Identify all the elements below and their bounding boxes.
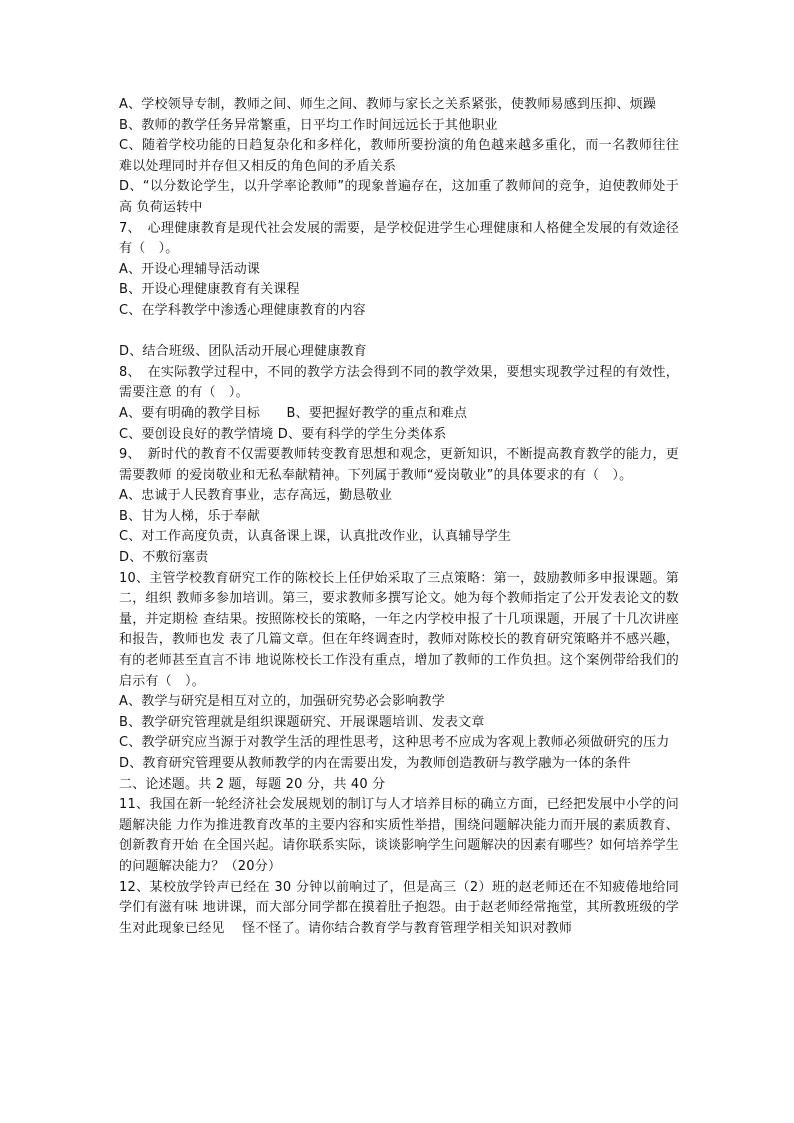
option-c-q10: C、教学研究应当源于对教学生活的理性思考，这种思考不应成为客观上教师必须做研究的压力 bbox=[119, 735, 670, 751]
option-b-q6: B、教师的教学任务异常繁重，日平均工作时间远远长于其他职业 bbox=[119, 117, 498, 133]
document-body bbox=[119, 95, 679, 939]
option-a-q6: A、学校领导专制，教师之间、师生之间、教师与家长之关系紧张，使教师易感到压抑、烦躁 bbox=[119, 97, 657, 112]
option-c-q6: C、随着学校功能的日趋复杂化和多样化，教师所要扮演的角色越来越多重化，而一名教师往往 难以处理同时并存但又相反的角色间的矛盾关系 bbox=[119, 138, 679, 174]
option-a-q9: A、忠诚于人民教育事业，志存高远，勤恳敬业 bbox=[119, 488, 393, 504]
question-11: 11、我国在新一轮经济社会发展规划的制订与人才培养目标的确立方面，已经把发展中小学的问题解决能 力作为推进教育改革的主要内容和实质性举措，围绕问题解决能力而开展的素质教育、创新教育开始 在全国兴起。请你联系实际，谈谈影响学生问题解决的因素有哪些？如何培养学生的问题解决能力？（20分） bbox=[119, 797, 679, 874]
option-c-q9: C、对工作高度负责，认真备课上课，认真批改作业，认真辅导学生 bbox=[119, 529, 512, 545]
option-a-q7: A、开设心理辅导活动课 bbox=[119, 261, 261, 277]
option-d-q6: D、“以分数论学生，以升学率论教师”的现象普遍存在，这加重了教师间的竞争，迫使教师处于高 负荷运转中 bbox=[119, 179, 679, 215]
options-ab-q8: A、要有明确的教学目标 B、要把握好教学的重点和难点 bbox=[119, 405, 468, 421]
option-b-q7: B、开设心理健康教育有关课程 bbox=[119, 282, 300, 298]
options-cd-q8: C、要创设良好的教学情境 D、要有科学的学生分类体系 bbox=[119, 426, 447, 442]
blank-line bbox=[119, 322, 679, 343]
question-9: 9、 新时代的教育不仅需要教师转变教育思想和观念，更新知识，不断提高教育教学的能力，更需要教师 的爱岗敬业和无私奉献精神。下列属于教师“爱岗敬业”的具体要求的有（ ）。 bbox=[119, 447, 679, 483]
option-d-q9: D、不敷衍塞责 bbox=[119, 550, 209, 566]
option-d-q10: D、教育研究管理要从教师教学的内在需要出发，为教师创造教研与教学融为一体的条件 bbox=[119, 756, 631, 771]
option-c-q7: C、在学科教学中渗透心理健康教育的内容 bbox=[119, 302, 366, 318]
question-7: 7、 心理健康教育是现代社会发展的需要，是学校促进学生心理健康和人格健全发展的有效途径有（ ）。 bbox=[119, 220, 679, 257]
section-heading-essay: 二、论述题。共 2 题，每题 20 分，共 40 分 bbox=[119, 776, 386, 792]
question-8: 8、 在实际教学过程中，不同的教学方法会得到不同的教学效果，要想实现教学过程的有效性，需要注意 的有（ ）。 bbox=[119, 364, 679, 401]
question-10: 10、主管学校教育研究工作的陈校长上任伊始采取了三点策略：第一，鼓励教师多申报课题。第二，组织 教师多参加培训。第三，要求教师多撰写论文。她为每个教师指定了公开发表论文的数量，并定期检 查结果。按照陈校长的策略，一年之内学校申报了十几项课题，开展了十几次讲座和报告，教师也发 表了几篇文章。但在年终调查时，教师对陈校长的教育研究策略并不感兴趣，有的老师甚至直言不讳 地说陈校长工作没有重点，增加了教师的工作负担。这个案例带给我们的启示有（ ）。 bbox=[119, 570, 679, 689]
question-12: 12、某校放学铃声已经在 30 分钟以前响过了，但是高三（2）班的赵老师还在不知疲倦地给同学们有滋有味 地讲课，而大部分同学都在摸着肚子抱怨。由于赵老师经常拖堂，其所教班级的学生对此现象已经见 怪不怪了。请你结合教育学与教育管理学相关知识对教师 bbox=[119, 879, 679, 936]
option-b-q9: B、甘为人梯，乐于奉献 bbox=[119, 508, 261, 524]
option-d-q7: D、结合班级、团队活动开展心理健康教育 bbox=[119, 344, 367, 360]
option-a-q10: A、教学与研究是相互对立的，加强研究势必会影响教学 bbox=[119, 694, 445, 710]
option-b-q10: B、教学研究管理就是组织课题研究、开展课题培训、发表文章 bbox=[119, 714, 485, 730]
